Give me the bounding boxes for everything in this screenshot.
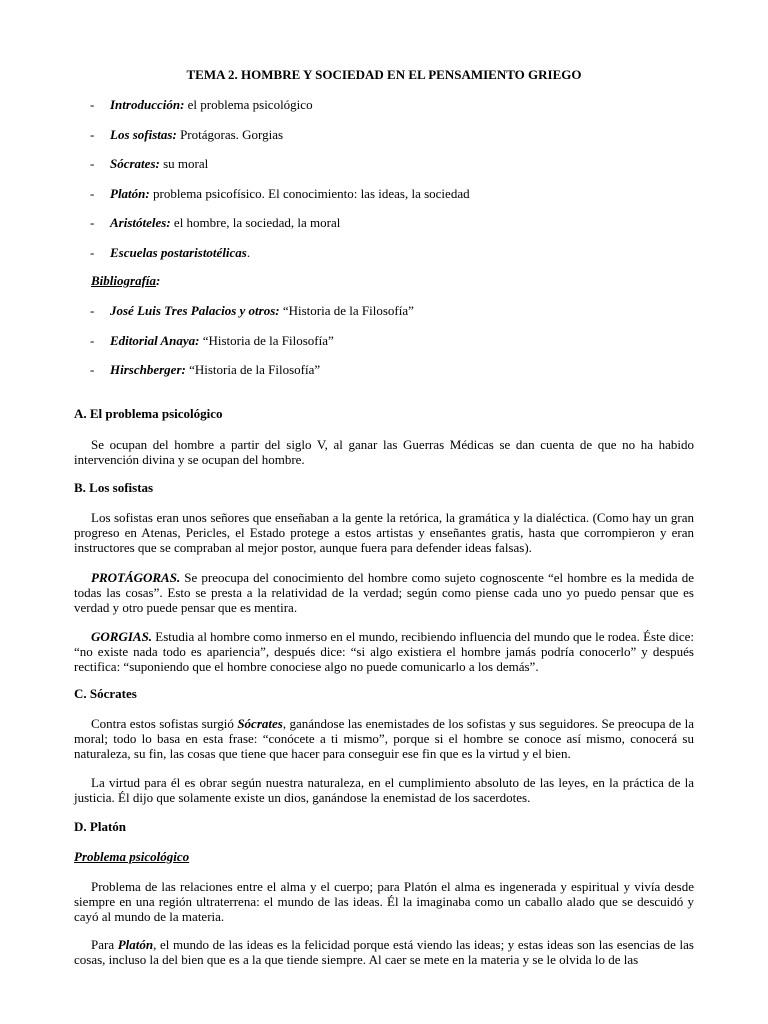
list-dash: - (90, 127, 95, 142)
toc-item-introduccion (90, 97, 313, 113)
biblio-key: José Luis Tres Palacios y otros: (110, 303, 280, 318)
paragraph-b2-text: Se preocupa del conocimiento del hombre como sujeto cognoscente “el hombre es la medida de todas las cosas”. Esto se presta a la relatividad de la verdad; según como piense cada uno yo puedo pensar que es verdad y otro puede pensar que es mentira. (74, 570, 694, 615)
toc-key: Los sofistas: (110, 127, 177, 142)
protagoras-name: PROTÁGORAS. (91, 570, 181, 585)
list-dash: - (90, 245, 95, 260)
biblio-text: “Historia de la Filosofía” (185, 362, 321, 377)
biblio-item-anaya (90, 333, 334, 349)
section-heading-a: A. El problema psicológico (74, 406, 223, 421)
paragraph-d1: Problema de las relaciones entre el alma y el cuerpo; para Platón el alma es ingenerada y espiritual y vivía desde siempre en una región ultraterrena: el mundo de las ideas. Él la imaginaba como un caballo alado que se descuidó y cayó al mundo de la materia. (74, 879, 694, 924)
toc-text: problema psicofísico. El conocimiento: las ideas, la sociedad (149, 186, 470, 201)
toc-key: Aristóteles: (110, 215, 171, 230)
section-heading-c: C. Sócrates (74, 686, 137, 701)
list-dash: - (90, 333, 95, 348)
biblio-key: Editorial Anaya: (110, 333, 200, 348)
paragraph-b3 (74, 629, 694, 674)
document-title: TEMA 2. HOMBRE Y SOCIEDAD EN EL PENSAMIENTO GRIEGO (186, 67, 582, 82)
list-dash: - (90, 362, 95, 377)
toc-key: Escuelas postaristotélicas (110, 245, 247, 260)
list-dash: - (90, 97, 95, 112)
bibliography-label: Bibliografía (91, 273, 157, 288)
paragraph-a1: Se ocupan del hombre a partir del siglo V, al ganar las Guerras Médicas se dan cuenta de que no ha habido intervención divina y se ocupan del hombre. (74, 437, 694, 467)
list-dash: - (90, 303, 95, 318)
toc-item-escuelas (90, 245, 250, 261)
list-dash: - (90, 156, 95, 171)
gorgias-name: GORGIAS. (91, 629, 153, 644)
list-dash: - (90, 186, 95, 201)
toc-text: el hombre, la sociedad, la moral (170, 215, 341, 230)
toc-text: . (246, 245, 251, 260)
toc-text: el problema psicológico (184, 97, 313, 112)
paragraph-c1-text: , ganándose las enemistades de los sofistas y sus seguidores. Se preocupa de la moral; todo lo basa en esta frase: “conócete a ti mismo”, porque si el hombre se conoce así mismo, conocerá su naturaleza, su fin, las cosas que tiene que hacer para conseguir ese fin que es la virtud y el bien. (74, 716, 694, 761)
toc-item-aristoteles (90, 215, 340, 231)
socrates-name: Sócrates (237, 716, 283, 731)
toc-key: Sócrates: (110, 156, 160, 171)
paragraph-b1: Los sofistas eran unos señores que enseñaban a la gente la retórica, la gramática y la dialéctica. (Como hay un gran progreso en Atenas, Pericles, el Estado protege a estos artistas y enseñantes gratis, hasta que corrompieron y eran instructores que se compraban al mejor postor, aunque fuera para defender ideas falsas). (74, 510, 694, 555)
biblio-key: Hirschberger: (110, 362, 186, 377)
platon-name: Platón (117, 937, 154, 952)
paragraph-c2: La virtud para él es obrar según nuestra naturaleza, en el cumplimiento absoluto de las leyes, en la práctica de la justicia. Él dijo que solamente existe un dios, ganándose la enemistad de los sacerdotes. (74, 775, 694, 805)
biblio-text: “Historia de la Filosofía” (199, 333, 334, 348)
paragraph-d2-pre: Para (91, 937, 118, 952)
toc-text: Protágoras. Gorgias (176, 127, 284, 142)
paragraph-d2 (74, 937, 694, 967)
toc-key: Introducción: (110, 97, 185, 112)
subheading-problema-psicologico: Problema psicológico (74, 849, 190, 864)
bibliography-colon: : (156, 273, 161, 288)
toc-key: Platón: (110, 186, 150, 201)
toc-text: su moral (159, 156, 209, 171)
paragraph-b2 (74, 570, 694, 615)
toc-item-socrates (90, 156, 208, 172)
toc-item-platon (90, 186, 470, 202)
paragraph-d2-text: , el mundo de las ideas es la felicidad porque está viendo las ideas; y estas ideas son las esencias de las cosas, incluso la del bien que es a la que tiende siempre. Al caer se mete en la materia y se le olvida lo de las (74, 937, 694, 967)
biblio-item-hirschberger (90, 362, 320, 378)
section-heading-d: D. Platón (74, 819, 126, 834)
paragraph-c1-pre: Contra estos sofistas surgió (91, 716, 238, 731)
toc-item-sofistas (90, 127, 283, 143)
biblio-item-tres-palacios (90, 303, 414, 319)
biblio-text: “Historia de la Filosofía” (279, 303, 414, 318)
bibliography-heading (91, 273, 160, 289)
list-dash: - (90, 215, 95, 230)
paragraph-b3-text: Estudia al hombre como inmerso en el mundo, recibiendo influencia del mundo que le rodea. Éste dice: “no existe nada todo es apariencia”, después dice: “si algo existiera el hombre jamás podría conocerlo” y después rectifica: “suponiendo que el hombre conociese algo no puede comunicarlo a los demás”. (74, 629, 694, 674)
section-heading-b: B. Los sofistas (74, 480, 154, 495)
paragraph-c1 (74, 716, 694, 761)
